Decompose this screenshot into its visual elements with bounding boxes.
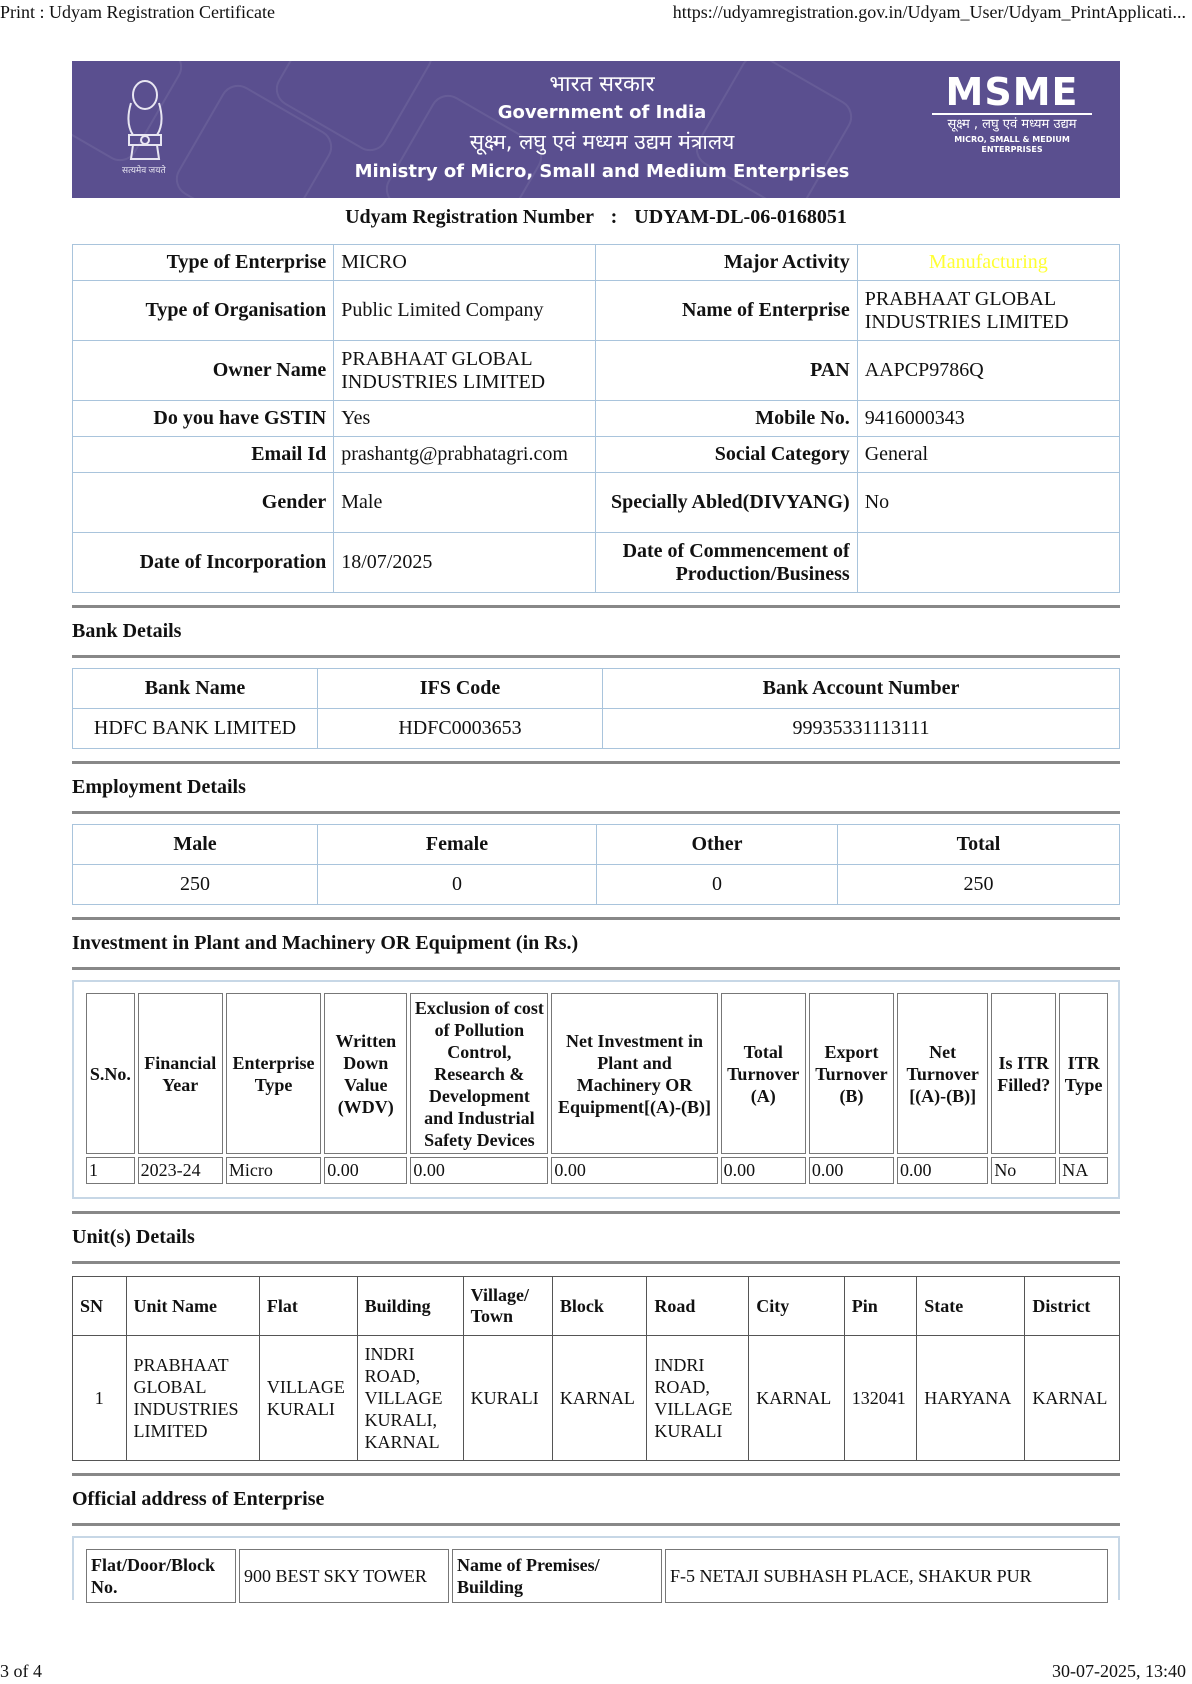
unit-cell: INDRI ROAD, VILLAGE KURALI, KARNAL	[357, 1336, 463, 1461]
unit-cell: 1	[73, 1336, 127, 1461]
page-number: 3 of 4	[0, 1661, 42, 1681]
detail-value: Yes	[334, 401, 596, 437]
enterprise-details-table	[72, 244, 1120, 593]
detail-value: General	[857, 437, 1119, 473]
investment-cell: No	[991, 1157, 1056, 1184]
investment-cell: 0.00	[410, 1157, 548, 1184]
print-datetime: 30-07-2025, 13:40	[1052, 1661, 1186, 1681]
unit-cell: INDRI ROAD, VILLAGE KURALI	[647, 1336, 749, 1461]
investment-cell: 0.00	[897, 1157, 988, 1184]
detail-label: Type of Enterprise	[73, 245, 334, 281]
banner-hindi-government: भारत सरकार	[549, 72, 655, 97]
unit-cell: KARNAL	[749, 1336, 845, 1461]
investment-cell: 0.00	[721, 1157, 806, 1184]
details-row	[73, 437, 1120, 473]
investment-column-header: Exclusion of cost of Pollution Control, Research & Development and Industrial Safety Devices	[410, 993, 548, 1154]
premises-value: F-5 NETAJI SUBHASH PLACE, SHAKUR PUR	[665, 1549, 1108, 1603]
msme-logo-word: MSME	[932, 73, 1092, 115]
unit-cell: HARYANA	[917, 1336, 1025, 1461]
employment-value: 0	[318, 865, 597, 905]
banner-government: Government of India	[497, 102, 707, 123]
registration-number	[72, 206, 1120, 244]
investment-column-header: Financial Year	[138, 993, 223, 1154]
flat-door-label: Flat/Door/Block No.	[86, 1549, 236, 1603]
unit-row	[73, 1336, 1120, 1461]
unit-column-header: Village/ Town	[463, 1277, 552, 1336]
ministry-banner	[72, 61, 1120, 198]
employment-column-header: Male	[73, 825, 318, 865]
detail-label: Do you have GSTIN	[73, 401, 334, 437]
unit-cell: KURALI	[463, 1336, 552, 1461]
detail-value: AAPCP9786Q	[857, 341, 1119, 401]
units-table	[72, 1276, 1120, 1461]
bank-value: HDFC BANK LIMITED	[73, 709, 318, 749]
detail-value: Manufacturing	[857, 245, 1119, 281]
bank-column-header: Bank Name	[73, 669, 318, 709]
bank-column-header: Bank Account Number	[603, 669, 1120, 709]
detail-label: Major Activity	[596, 245, 857, 281]
msme-logo-english: MICRO, SMALL & MEDIUM ENTERPRISES	[954, 135, 1070, 154]
employment-column-header: Female	[318, 825, 597, 865]
detail-label: Type of Organisation	[73, 281, 334, 341]
premises-label: Name of Premises/ Building	[452, 1549, 662, 1603]
detail-label: Date of Incorporation	[73, 533, 334, 593]
detail-value: 18/07/2025	[334, 533, 596, 593]
investment-cell: Micro	[226, 1157, 321, 1184]
investment-cell: 0.00	[809, 1157, 894, 1184]
investment-table	[83, 990, 1111, 1187]
employment-details-title: Employment Details	[72, 761, 1120, 814]
investment-cell: 0.00	[324, 1157, 407, 1184]
certificate-page	[72, 61, 1120, 1600]
investment-column-header: Is ITR Filled?	[991, 993, 1056, 1154]
unit-column-header: Pin	[844, 1277, 916, 1336]
detail-label: Mobile No.	[596, 401, 857, 437]
registration-number-label: Udyam Registration Number	[345, 206, 594, 228]
detail-value: 9416000343	[857, 401, 1119, 437]
details-row	[73, 473, 1120, 533]
bank-value: 99935331113111	[603, 709, 1120, 749]
detail-label: PAN	[596, 341, 857, 401]
investment-column-header: S.No.	[86, 993, 135, 1154]
unit-column-header: Block	[552, 1277, 647, 1336]
detail-value: PRABHAAT GLOBAL INDUSTRIES LIMITED	[857, 281, 1119, 341]
national-emblem-icon	[117, 73, 173, 173]
detail-value	[857, 533, 1119, 593]
employment-value: 0	[597, 865, 838, 905]
unit-column-header: Unit Name	[126, 1277, 259, 1336]
units-title: Unit(s) Details	[72, 1211, 1120, 1264]
employment-details-table	[72, 824, 1120, 905]
investment-column-header: Total Turnover (A)	[721, 993, 806, 1154]
investment-column-header: Written Down Value (WDV)	[324, 993, 407, 1154]
detail-value: PRABHAAT GLOBAL INDUSTRIES LIMITED	[334, 341, 596, 401]
unit-column-header: District	[1025, 1277, 1120, 1336]
detail-label: Social Category	[596, 437, 857, 473]
flat-door-value: 900 BEST SKY TOWER	[239, 1549, 449, 1603]
banner-ministry: Ministry of Micro, Small and Medium Enterprises	[354, 161, 850, 182]
unit-column-header: State	[917, 1277, 1025, 1336]
investment-column-header: Enterprise Type	[226, 993, 321, 1154]
details-row	[73, 281, 1120, 341]
registration-number-value: UDYAM-DL-06-0168051	[634, 206, 847, 228]
details-row	[73, 245, 1120, 281]
banner-text	[352, 71, 852, 186]
unit-column-header: Flat	[259, 1277, 357, 1336]
detail-value: MICRO	[334, 245, 596, 281]
investment-row	[86, 1157, 1108, 1184]
unit-cell: PRABHAAT GLOBAL INDUSTRIES LIMITED	[126, 1336, 259, 1461]
bank-details-title: Bank Details	[72, 605, 1120, 658]
investment-column-header: ITR Type	[1059, 993, 1108, 1154]
bank-column-header: IFS Code	[318, 669, 603, 709]
msme-logo	[932, 70, 1092, 155]
investment-cell: 0.00	[551, 1157, 717, 1184]
msme-logo-hindi: सूक्ष्म , लघु एवं मध्यम उद्यम	[947, 117, 1077, 132]
official-address-wrapper	[72, 1536, 1120, 1600]
registration-separator: :	[610, 206, 618, 228]
detail-value: Public Limited Company	[334, 281, 596, 341]
investment-title: Investment in Plant and Machinery OR Equipment (in Rs.)	[72, 917, 1120, 970]
unit-column-header: City	[749, 1277, 845, 1336]
investment-column-header: Net Investment in Plant and Machinery OR Equipment[(A)-(B)]	[551, 993, 717, 1154]
investment-cell: 2023-24	[138, 1157, 223, 1184]
investment-cell: 1	[86, 1157, 135, 1184]
details-row	[73, 533, 1120, 593]
unit-cell: KARNAL	[552, 1336, 647, 1461]
unit-column-header: Road	[647, 1277, 749, 1336]
detail-label: Name of Enterprise	[596, 281, 857, 341]
details-row	[73, 401, 1120, 437]
investment-column-header: Export Turnover (B)	[809, 993, 894, 1154]
unit-column-header: Building	[357, 1277, 463, 1336]
bank-value: HDFC0003653	[318, 709, 603, 749]
official-address-title: Official address of Enterprise	[72, 1473, 1120, 1526]
unit-column-header: SN	[73, 1277, 127, 1336]
detail-value: No	[857, 473, 1119, 533]
employment-value: 250	[73, 865, 318, 905]
investment-cell: NA	[1059, 1157, 1108, 1184]
employment-value: 250	[838, 865, 1120, 905]
unit-cell: VILLAGE KURALI	[259, 1336, 357, 1461]
details-row	[73, 341, 1120, 401]
detail-value: prashantg@prabhatagri.com	[334, 437, 596, 473]
investment-column-header: Net Turnover [(A)-(B)]	[897, 993, 988, 1154]
bank-details-table	[72, 668, 1120, 749]
detail-label: Gender	[73, 473, 334, 533]
detail-label: Email Id	[73, 437, 334, 473]
employment-column-header: Other	[597, 825, 838, 865]
detail-value: Male	[334, 473, 596, 533]
detail-label: Date of Commencement of Production/Business	[596, 533, 857, 593]
emblem-caption: सत्यमेव जयते	[122, 165, 166, 175]
unit-cell: 132041	[844, 1336, 916, 1461]
banner-hindi-ministry: सूक्ष्म, लघु एवं मध्यम उद्यम मंत्रालय	[469, 130, 735, 154]
detail-label: Owner Name	[73, 341, 334, 401]
detail-label: Specially Abled(DIVYANG)	[596, 473, 857, 533]
investment-table-wrapper	[72, 980, 1120, 1199]
unit-cell: KARNAL	[1025, 1336, 1120, 1461]
employment-column-header: Total	[838, 825, 1120, 865]
print-header-title: Print : Udyam Registration Certificate	[0, 2, 275, 22]
print-header-url: https://udyamregistration.gov.in/Udyam_User/Udyam_PrintApplicati...	[672, 2, 1186, 22]
official-address-table	[83, 1546, 1111, 1606]
